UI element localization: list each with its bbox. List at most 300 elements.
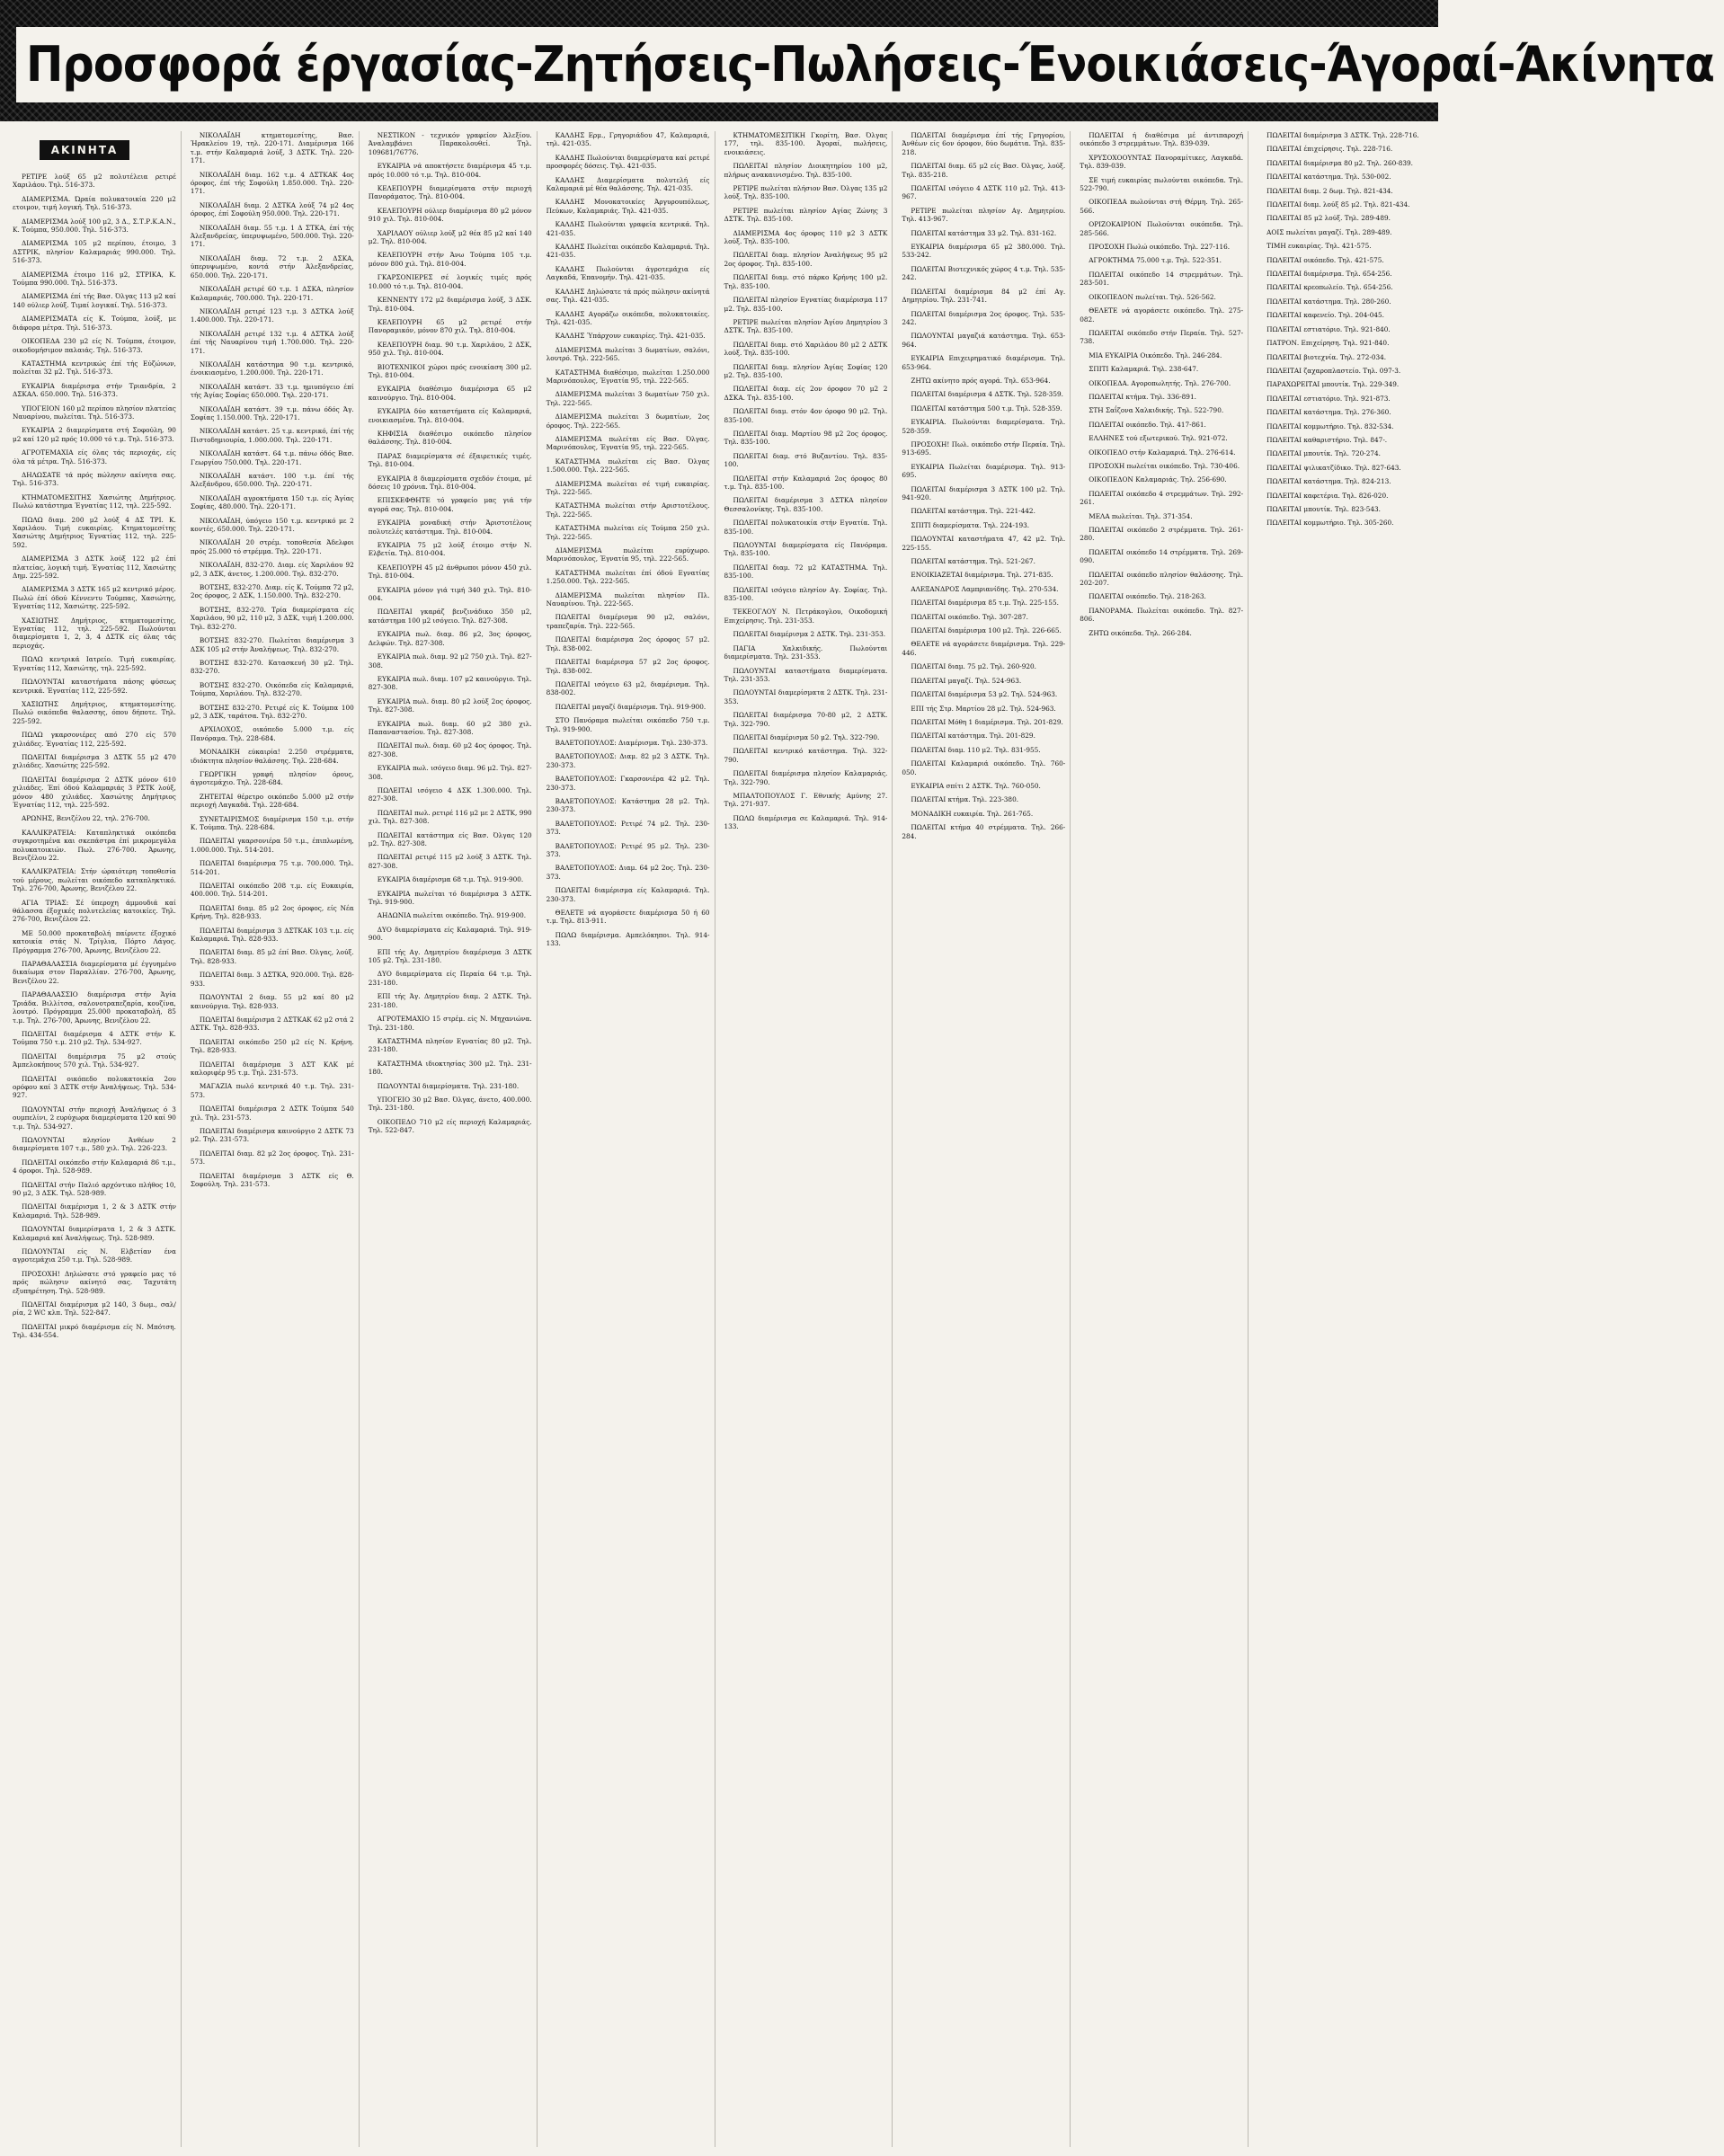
classified-ad: ΔΙΑΜΕΡΙΣΜΑ έτοιμο 116 μ2, ΣΤΡΙΚΑ, Κ. Τούμπα 990.000. Τηλ. 516-373. (13, 270, 176, 288)
classified-ad: ΑΓΡΟΚΤΗΜΑ 75.000 τ.μ. Τηλ. 522-351. (1089, 256, 1222, 265)
classified-ad: ΠΩΛΟΥΝΤΑΙ 2 διαμ. 55 μ2 καί 80 μ2 καινούργια. Τηλ. 828-933. (190, 993, 354, 1010)
classified-ad: ΒΑΛΕΤΟΠΟΥΛΟΣ: Διαμ. 64 μ2 2ος. Τηλ. 230-373. (546, 864, 710, 881)
classified-ad: ΠΩΛΕΙΤΑΙ διαμ. λούξ 85 μ2. Τηλ. 821-434. (1266, 200, 1410, 209)
classified-ad: ΠΩΛΕΙΤΑΙ διαμέρισμα 53 μ2. Τηλ. 524-963. (911, 690, 1058, 699)
classified-ad: ΠΩΛΕΙΤΑΙ στήν Παλιό αρχόντικο πλήθος 10, 90 μ2, 3 ΔΣΚ. Τηλ. 528-989. (13, 1180, 176, 1197)
classified-ad: ΚΑΛΔΗΣ Ερμ., Γρηγοριάδου 47, Καλαμαριά, τηλ. 421-035. (546, 131, 710, 148)
classified-ad: ΑΡΧΙΛΟΧΟΣ, οικόπεδο 5.000 τ.μ. είς Πανόραμα. Τηλ. 228-684. (190, 725, 354, 742)
classified-ad: ΜΙΑ ΕΥΚΑΙΡΙΑ Οικόπεδο. Τηλ. 246-284. (1089, 350, 1222, 359)
classified-ad: ΠΩΛΕΙΤΑΙ οικόπεδο 208 τ.μ. είς Ευκαιρία, 400.000. Τηλ. 514-201. (190, 882, 354, 899)
classified-ad: ΠΩΛΕΙΤΑΙ διαμέρισμα 3 ΔΣΤ ΚΛΚ μέ καλοριφέρ 95 τ.μ. Τηλ. 231-573. (190, 1060, 354, 1077)
classified-ad: ΜΠΑΛΤΟΠΟΥΛΟΣ Γ. Εθνικής Αμύνης 27. Τηλ. 271-937. (724, 791, 888, 809)
classified-ad: ΠΩΛΟΥΝΤΑΙ πλησίον Άνθέων 2 διαμερίσματα 107 τ.μ., 580 χιλ. Τηλ. 226-223. (13, 1135, 176, 1153)
classified-ad: ΠΩΛΕΙΤΑΙ μαγαζί διαμέρισμα. Τηλ. 919-900. (555, 702, 706, 711)
classified-ad: ΠΩΛΕΙΤΑΙ ισόγειο 4 ΔΣΚ 1.300.000. Τηλ. 827-308. (368, 785, 532, 803)
classified-ad: ΚΕΝΝΕΝΤΥ 172 μ2 διαμέρισμα λούξ, 3 ΔΣΚ. Τηλ. 810-004. (368, 296, 532, 313)
classified-ad: ΠΩΛΕΙΤΑΙ 85 μ2 λούξ. Τηλ. 289-489. (1266, 214, 1391, 223)
classified-ad: ΠΩΛΕΙΤΑΙ διαμέρισμα 100 μ2. Τηλ. 226-665. (911, 626, 1062, 635)
classified-ad: ΒΙΟΤΕΧΝΙΚΟΙ χώροι πρός ενοικίαση 300 μ2. Τηλ. 810-004. (368, 362, 532, 379)
classified-ad: ΠΩΛΕΙΤΑΙ πλησίον Διοικητηρίου 100 μ2, πλήρως ανακαινισμένο. Τηλ. 835-100. (724, 162, 888, 179)
classified-ad: ΑΛΕΞΑΝΔΡΟΣ Λαμπριανίδης. Τηλ. 270-534. (911, 584, 1059, 593)
classified-ad: ΠΩΛΕΙΤΑΙ πολυκατοικία στήν Εγνατία. Τηλ. 835-100. (724, 519, 888, 536)
classified-ad: ΒΑΛΕΤΟΠΟΥΛΟΣ: Διαμ. 82 μ2 3 ΔΣΤΚ. Τηλ. 230-373. (546, 752, 710, 769)
classified-ad: ΠΑΡΑΘΑΛΑΣΣΙΑ διαμερίσματα μέ έγγυημένο δικαίωμα στον Παραλλίαν. 276-700, Άρωνης, Βενιζέλου 22. (13, 960, 176, 985)
classified-ad: ΔΙΑΜΕΡΙΣΜΑ πωλείται 3 δωματίων, σαλόνι, λουτρό. Τηλ. 222-565. (546, 345, 710, 363)
classified-ad: ΒΟΤΣΗΣ 832-270. Οικόπεδα είς Καλαμαριά, Τούμπα, Χαριλάου. Τηλ. 832-270. (190, 680, 354, 698)
classified-ad: ΠΩΛΕΙΤΑΙ οικόπεδο 4 στρεμμάτων. Τηλ. 292-261. (1080, 489, 1244, 507)
classified-ad: ΒΑΛΕΤΟΠΟΥΛΟΣ: Κατάστημα 28 μ2. Τηλ. 230-373. (546, 796, 710, 814)
classified-ad: ΒΟΤΣΗΣ, 832-270. Τρία διαμερίσματα είς Χαριλάου, 90 μ2, 110 μ2, 3 ΔΣΚ, τιμή 1.200.000. Τηλ. 832-270. (190, 605, 354, 631)
classified-ad: ΖΗΤΕΙΤΑΙ θέρετρο οικόπεδο 5.000 μ2 στήν περιοχή Λαγκαδά. Τηλ. 228-684. (190, 792, 354, 810)
classified-columns (13, 131, 1426, 2147)
classified-ad: ΠΩΛΕΙΤΑΙ διαμέρισμα 3 ΔΣΤΚ. Τηλ. 228-716. (1266, 131, 1419, 139)
classified-ad: ΑΟΙΣ πωλείται μαγαζί. Τηλ. 289-489. (1266, 227, 1392, 236)
classified-ad: ΚΕΛΕΠΟΥΡΗ ούλιερ διαμέρισμα 80 μ2 μόνον 910 χιλ. Τηλ. 810-004. (368, 206, 532, 224)
classified-ad: ΠΩΛΕΙΤΑΙ οικόπεδο. Τηλ. 421-575. (1266, 255, 1384, 264)
classified-ad: ΚΕΛΕΠΟΥΡΗ 65 μ2 ρετιρέ στήν Πανοραμικόν, μόνον 870 χιλ. Τηλ. 810-004. (368, 317, 532, 335)
classified-ad: ΤΕΚΕΟΓΛΟΥ Ν. Πετράκογλου, Οικοδομική Επιχείρησις. Τηλ. 231-353. (724, 608, 888, 625)
classified-ad: ΠΡΟΣΟΧΗ Πωλώ οικόπεδο. Τηλ. 227-116. (1089, 243, 1231, 252)
classified-ad: ΚΑΛΔΗΣ Πωλούνται γραφεία κεντρικά. Τηλ. 421-035. (546, 220, 710, 237)
classified-ad: ΔΙΑΜΕΡΙΣΜΑΤΑ είς Κ. Τούμπα, λούξ, με διάφορα μέτρα. Τηλ. 516-373. (13, 315, 176, 332)
classified-ad: ΕΥΚΑΙΡΙΑ διαμέρισμα στήν Τριανδρία, 2 ΔΣΚΑΛ. 650.000. Τηλ. 516-373. (13, 381, 176, 399)
column-ads (547, 131, 710, 948)
classified-ad: ΠΩΛΕΙΤΑΙ κατάστημα. Τηλ. 276-360. (1266, 408, 1391, 417)
classified-ad: ΠΩΛΕΙΤΑΙ ισόγειο 63 μ2, διαμέρισμα. Τηλ. 838-002. (546, 679, 710, 697)
column-ads (191, 131, 354, 1188)
classified-ad: ΠΩΛΕΙΤΑΙ διαμέρισμα. Τηλ. 654-256. (1266, 270, 1392, 279)
classified-ad: ΚΤΗΜΑΤΟΜΕΣΙΤΙΚΗ Γκορίτη, Βασ. Όλγας 177, τηλ. 835-100. Άγοραί, πωλήσεις, ενοικιάσεις. (724, 131, 888, 156)
classified-ad: ΠΩΛΕΙΤΑΙ κατάστημα. Τηλ. 521-267. (911, 557, 1035, 566)
classified-ad: ΔΙΑΜΕΡΙΣΜΑ πωλείται είς Βασ. Όλγας. Μαρινόπουλος, Έγνατία 95, τηλ. 222-565. (546, 434, 710, 452)
classified-ad: ΠΩΛΕΙΤΑΙ ισόγειο πλησίον Αγ. Σοφίας. Τηλ. 835-100. (724, 585, 888, 603)
column-8 (1257, 131, 1426, 2147)
classified-ad: ΠΩΛΕΙΤΑΙ διαμέρισμα 2 ΔΣΤΚΑΚ 62 μ2 στά 2 ΔΣΤΚ. Τηλ. 828-933. (190, 1015, 354, 1033)
classified-ad: ΝΙΚΟΛΑΪΔΗ κατάστ. 25 τ.μ. κεντρικό, έπί τής Πιστοδημιουρία, 1.000.000. Τηλ. 220-171. (190, 427, 354, 444)
classified-ad: ΔΗΛΩΣΑΤΕ τά πρός πώλησιν ακίνητα σας. Τηλ. 516-373. (13, 470, 176, 488)
classified-ad: ΜΑΓΑΖΙΑ πωλό κεντρικά 40 τ.μ. Τηλ. 231-573. (190, 1082, 354, 1099)
classified-ad: ΚΕΛΕΠΟΥΡΗ διαμ. 90 τ.μ. Χαριλάου, 2 ΔΣΚ, 950 χιλ. Τηλ. 810-004. (368, 340, 532, 358)
classified-ad: ΜΟΝΑΔΙΚΗ εύκαιρία! 2.250 στρέμματα, ιδιόκτητα πλησίον θαλάσσης. Τηλ. 228-684. (190, 748, 354, 765)
classified-ad: ΠΩΛΕΙΤΑΙ διαμ. στό Βυζαντίου. Τηλ. 835-100. (724, 451, 888, 469)
classified-ad: ΠΩΛΕΙΤΑΙ οικόπεδο πολυκατοικία 2ου ορόφου καί 3 ΔΣΤΚ στήν Άναλήψεως. Τηλ. 534-927. (13, 1074, 176, 1100)
classified-ad: ΔΥΟ διαμερίσματα είς Περαία 64 τ.μ. Τηλ. 231-180. (368, 970, 532, 987)
column-7 (1080, 131, 1249, 2147)
classified-ad: ΝΙΚΟΛΑΪΔΗ κατάστ. 64 τ.μ. πάνω όδός Βασ. Γεωργίου 750.000. Τηλ. 220-171. (190, 449, 354, 466)
classified-ad: ΒΑΛΕΤΟΠΟΥΛΟΣ: Διαμέρισμα. Τηλ. 230-373. (555, 738, 708, 747)
classified-ad: ΠΩΛΕΙΤΑΙ διαμ. στόν 4ον όροφο 90 μ2. Τηλ. 835-100. (724, 407, 888, 424)
classified-ad: ΠΩΛΩ διαμέρισμα. Αμπελόκηποι. Τηλ. 914-133. (546, 930, 710, 948)
classified-ad: ΚΑΛΔΗΣ Μονοκατοικίες Άργυρουπόλεως, Πεύκων, Καλαμαριάς. Τηλ. 421-035. (546, 198, 710, 215)
classified-ad: ΠΩΛΕΙΤΑΙ διαμ. 72 μ2 ΚΑΤΑΣΤΗΜΑ. Τηλ. 835-100. (724, 563, 888, 581)
classified-ad: ΡΕΤΙΡΕ πωλείται πλησίον Αγίας Ζώνης 3 ΔΣΤΚ. Τηλ. 835-100. (724, 206, 888, 224)
classified-ad: ΠΩΛΕΙΤΑΙ διαμέρισμα 2 ΔΣΤΚ Τούμπα 540 χιλ. Τηλ. 231-573. (190, 1105, 354, 1122)
classified-ad: ΟΙΚΟΠΕΔΟ 710 μ2 είς περιοχή Καλαμαριάς. Τηλ. 522-847. (368, 1117, 532, 1135)
column-5 (724, 131, 893, 2147)
classified-ad: ΠΩΛΕΙΤΑΙ διαμ. πλησίον Άγίας Σοφίας 120 μ2. Τηλ. 835-100. (724, 362, 888, 379)
classified-ad: ΜΟΝΑΔΙΚΗ ευκαιρία. Τηλ. 261-765. (911, 809, 1034, 818)
classified-ad: ΑΓΙΑ ΤΡΙΑΣ: Σέ ύπεροχη άμμουδιά καί θάλασσα έξοχικές πολυτελείας κατοικίες. Τηλ. 276-700, Βενιζέλου 22. (13, 898, 176, 924)
classified-ad: ΠΩΛΕΙΤΑΙ διαμέρισμα 85 τ.μ. Τηλ. 225-155. (911, 599, 1059, 608)
classified-ad: ΝΙΚΟΛΑΪΔΗ διαμ. 2 ΔΣΤΚΑ λούξ 74 μ2 4ος όροφος, έπί Σοφούλη 950.000. Τηλ. 220-171. (190, 200, 354, 218)
classified-ad: ΔΙΑΜΕΡΙΣΜΑ 4ος όροφος 110 μ2 3 ΔΣΤΚ λούξ. Τηλ. 835-100. (724, 228, 888, 246)
classified-ad: ΠΩΛΟΥΝΤΑΙ καταστήματα διαμερίσματα. Τηλ. 231-353. (724, 666, 888, 683)
classified-ad: ΡΕΤΙΡΕ πωλείται πλησίον Άγίου Δημητρίου 3 ΔΣΤΚ. Τηλ. 835-100. (724, 317, 888, 335)
classified-ad: ΠΩΛΕΙΤΑΙ εστιατόριο. Τηλ. 921-840. (1266, 324, 1391, 333)
classified-ad: ΚΤΗΜΑΤΟΜΕΣΙΤΗΣ Χασιώτης Δημήτριος. Πωλώ κατάστημα Έγνατίας 112, τηλ. 225-592. (13, 492, 176, 510)
classified-ad: ΠΩΛΩ διαμ. 200 μ2 λούξ 4 ΔΣ ΤΡΙ. Κ. Χαριλάου. Τιμή ευκαιρίας. Κτηματομεσίτης Χασιώτης Δημήτριος Έγνατίας 112, τηλ. 225-592. (13, 515, 176, 549)
column-ads (369, 131, 532, 1135)
classified-ad: ΠΩΛΕΙΤΑΙ διαμ. 2 δωμ. Τηλ. 821-434. (1266, 186, 1393, 195)
classified-ad: ΕΥΚΑΙΡΙΑ πωλ. διαμ. 86 μ2, 3ος όροφος, Δελφών. Τηλ. 827-308. (368, 630, 532, 647)
classified-ad: ΚΑΛΔΗΣ Ύπάρχουν ευκαιρίες. Τηλ. 421-035. (555, 332, 706, 341)
classified-ad: ΠΩΛΕΙΤΑΙ κτήμα. Τηλ. 223-380. (911, 795, 1019, 804)
classified-ad: ΚΕΛΕΠΟΥΡΗ στήν Άνω Τούμπα 105 τ.μ. μόνον 800 χιλ. Τηλ. 810-004. (368, 251, 532, 268)
classified-ad: ΕΥΚΑΙΡΙΑ Πωλείται διαμέρισμα. Τηλ. 913-695. (902, 462, 1066, 480)
classified-ad: ΠΩΛΕΙΤΑΙ μπουτίκ. Τηλ. 823-543. (1266, 504, 1381, 513)
classified-ad: ΚΑΛΛΙΚΡΑΤΕΙΑ: Στήν ώραιότερη τοποθεσία τού μέρους, πωλείται οικόπεδο καταπληκτικό. Τηλ. 276-700, Άρωνης, Βενιζέλου 22. (13, 867, 176, 893)
classified-ad: ΠΩΛΕΙΤΑΙ κομμωτήριο. Τηλ. 305-260. (1266, 519, 1394, 528)
classified-ad: ΠΩΛΕΙΤΑΙ κατάστημα. Τηλ. 280-260. (1266, 297, 1391, 306)
classified-ad: ΔΙΑΜΕΡΙΣΜΑ πωλείται 3 δωματίων 750 χιλ. Τηλ. 222-565. (546, 390, 710, 407)
classified-ad: ΠΩΛΕΙΤΑΙ διαμέρισμα 1, 2 & 3 ΔΣΤΚ στήν Καλαμαριά. Τηλ. 528-989. (13, 1202, 176, 1220)
classified-ad: ΠΩΛΕΙΤΑΙ ή διαθέσιμα μέ άντιπαροχή οικόπεδο 3 στρεμμάτων. Τηλ. 839-039. (1080, 131, 1244, 148)
column-1 (13, 131, 182, 2147)
classified-ad: ΠΩΛΕΙΤΑΙ διαμ. στό πάρκο Κρήνης 100 μ2. Τηλ. 835-100. (724, 273, 888, 290)
classified-ad: ΠΩΛΕΙΤΑΙ διαμέρισμα 70-80 μ2, 2 ΔΣΤΚ. Τηλ. 322-790. (724, 711, 888, 728)
classified-ad: ΠΩΛΕΙΤΑΙ ισόγειο 4 ΔΣΤΚ 110 μ2. Τηλ. 413-967. (902, 184, 1066, 201)
classified-ad: ΕΥΚΑΙΡΙΑ δύο καταστήματα είς Καλαμαριά, ενοικιασμένα. Τηλ. 810-004. (368, 407, 532, 424)
classified-ad: ΠΩΛΕΙΤΑΙ ζαχαροπλαστείο. Τηλ. 097-3. (1266, 366, 1401, 375)
classified-ad: ΠΩΛΕΙΤΑΙ διαμ. 75 μ2. Τηλ. 260-920. (911, 662, 1036, 671)
classified-ad: ΠΩΛΕΙΤΑΙ μαγαζί. Τηλ. 524-963. (911, 676, 1022, 685)
classified-ad: ΖΗΤΩ ακίνητο πρός αγορά. Τηλ. 653-964. (911, 376, 1051, 385)
classified-ad: ΠΩΛΟΥΝΤΑΙ καταστήματα 47, 42 μ2. Τηλ. 225-155. (902, 535, 1066, 552)
classified-ad: ΠΩΛΕΙΤΑΙ κατάστημα. Τηλ. 221-442. (911, 507, 1035, 516)
classified-ad: ΕΠΙ τής Άγ. Δημητρίου διαμ. 2 ΔΣΤΚ. Τηλ. 231-180. (368, 992, 532, 1009)
classified-ad: ΔΙΑΜΕΡΙΣΜΑ έπί τής Βασ. Όλγας 113 μ2 καί 140 ούλιερ λούξ. Τιμαί λογικαί. Τηλ. 516-373. (13, 292, 176, 309)
classified-ad: ΝΙΚΟΛΑΪΔΗ διαμ. 55 τ.μ. 1 Δ ΣΤΚΑ, έπί τής Άλεξανδρείας, ύπερυψωμένο, 500.000. Τηλ. 220-171. (190, 223, 354, 249)
classified-ad: ΠΩΛΕΙΤΑΙ οικόπεδο 250 μ2 είς Ν. Κρήνη. Τηλ. 828-933. (190, 1037, 354, 1055)
classified-ad: ΠΩΛΕΙΤΑΙ πλησίον Εγνατίας διαμέρισμα 117 μ2. Τηλ. 835-100. (724, 296, 888, 313)
classified-ad: ΠΩΛΕΙΤΑΙ κρεοπωλείο. Τηλ. 654-256. (1266, 283, 1393, 292)
classified-ad: ΝΙΚΟΛΑΪΔΗ κατάστημα 90 τ.μ. κεντρικό, ένοικιασμένο, 1.200.000. Τηλ. 220-171. (190, 359, 354, 377)
masthead-banner (0, 0, 1715, 121)
classified-ad: ΠΩΛΟΥΝΤΑΙ διαμερίσματα 1, 2 & 3 ΔΣΤΚ. Καλαμαριά καί Άναλήψεως. Τηλ. 528-989. (13, 1225, 176, 1242)
classified-ad: ΠΩΛΕΙΤΑΙ διαμ. 85 μ2 έπί Βασ. Όλγας, λούξ. Τηλ. 828-933. (190, 948, 354, 965)
classified-ad: ΠΩΛΕΙΤΑΙ διαμέρισμα 2 ΔΣΤΚ. Τηλ. 231-353. (733, 630, 886, 639)
column-ads (902, 131, 1065, 840)
classified-ad: ΕΥΚΑΙΡΙΑ μοναδική στήν Άριστοτέλους πολυτελές κατάστημα. Τηλ. 810-004. (368, 519, 532, 536)
classified-ad: ΚΑΤΑΣΤΗΜΑ πωλείται είς Βασ. Όλγας 1.500.000. Τηλ. 222-565. (546, 457, 710, 475)
classified-ad: ΝΙΚΟΛΑΪΔΗ ρετιρέ 132 τ.μ. 4 ΔΣΤΚΑ λούξ έπί τής Ναυαρίνου τιμή 1.700.000. Τηλ. 220-171. (190, 329, 354, 355)
classified-ad: ΠΑΓΙΑ Χαλκιδικής. Πωλούνται διαμερίσματα. Τηλ. 231-353. (724, 643, 888, 661)
classified-ad: ΕΥΚΑΙΡΙΑ πωλ. ισόγειο διαμ. 96 μ2. Τηλ. 827-308. (368, 764, 532, 781)
classified-ad: ΠΩΛΕΙΤΑΙ Βιοτεχνικός χώρος 4 τ.μ. Τηλ. 535-242. (902, 264, 1066, 282)
classified-ad: ΠΩΛΕΙΤΑΙ διαμ. πλησίον Άναλήψεως 95 μ2 2ος όροφος. Τηλ. 835-100. (724, 251, 888, 268)
classified-ad: ΠΩΛΕΙΤΑΙ οικόπεδο 2 στρέμματα. Τηλ. 261-280. (1080, 526, 1244, 543)
classified-ad: ΠΩΛΕΙΤΑΙ οικόπεδο 14 στρέμματα. Τηλ. 269-090. (1080, 547, 1244, 565)
classified-ad: ΜΕ 50.000 προκαταβολή παίρνετε έξοχικό κατοικία στάς Ν. Τρίγλια, Πόρτο Λάγος. Πρόγραμμα 276-700, Άρωνης, Βενιζέλου 22. (13, 928, 176, 954)
classified-ad: ΡΕΤΙΡΕ λούξ 65 μ2 πολυτέλεια ρετιρέ Χαριλάου. Τηλ. 516-373. (13, 173, 176, 190)
classified-ad: ΠΩΛΟΥΝΤΑΙ διαμερίσματα. Τηλ. 231-180. (377, 1081, 520, 1090)
classified-ad: ΕΥΚΑΙΡΙΑ. Πωλούνται διαμερίσματα. Τηλ. 528-359. (902, 418, 1066, 435)
classified-ad: ΕΥΚΑΙΡΙΑ 75 μ2 λούξ έτοιμο στήν Ν. Ελβετία. Τηλ. 810-004. (368, 541, 532, 558)
classified-ad: ΠΩΛΕΙΤΑΙ διαμ. στό Χαριλάου 80 μ2 2 ΔΣΤΚ λούξ. Τηλ. 835-100. (724, 340, 888, 358)
classified-ad: ΠΩΛΕΙΤΑΙ διαμέρισμα 75 μ2 στούς Άμπελοκήπους 570 χιλ. Τηλ. 534-927. (13, 1051, 176, 1069)
column-3 (369, 131, 538, 2147)
classified-ad: ΔΙΑΜΕΡΙΣΜΑ πωλείται 3 δωματίων, 2ος όροφος. Τηλ. 222-565. (546, 413, 710, 430)
classified-ad: ΕΥΚΑΙΡΙΑ νά αποκτήσετε διαμέρισμα 45 τ.μ. πρός 10.000 τό τ.μ. Τηλ. 810-004. (368, 162, 532, 179)
classified-ad: ΠΩΛΕΙΤΑΙ διαμέρισμα 80 μ2. Τηλ. 260-839. (1266, 158, 1413, 167)
classified-ad: ΝΙΚΟΛΑΪΔΗ κατάστ. 33 τ.μ. ημιυπόγειο έπί τής Άγίας Σοφίας 650.000. Τηλ. 220-171. (190, 382, 354, 400)
classified-ad: ΠΑΤΡΟΝ. Επιχείρηση. Τηλ. 921-840. (1266, 339, 1390, 348)
classified-ad: ΝΙΚΟΛΑΪΔΗ 20 στρέμ. τοποθεσία Άδελφοι πρός 25.000 τό στρέμμα. Τηλ. 220-171. (190, 538, 354, 555)
classified-ad: ΠΩΛΟΥΝΤΑΙ καταστήματα πάσης φύσεως κεντρικά. Έγνατίας 112, 225-592. (13, 678, 176, 695)
classified-ad: ΠΩΛΕΙΤΑΙ διαμέρισμα 84 μ2 έπί Αγ. Δημητρίου. Τηλ. 231-741. (902, 287, 1066, 305)
classified-ad: ΠΩΛΕΙΤΑΙ οικόπεδο. Τηλ. 417-861. (1089, 420, 1206, 429)
classified-ad: ΝΙΚΟΛΑΪΔΗ, 832-270. Διαμ. είς Χαριλάου 92 μ2, 3 ΔΣΚ, άνετος, 1.200.000. Τηλ. 832-270. (190, 561, 354, 578)
classified-ad: ΘΕΛΕΤΕ νά αγοράσετε διαμέρισμα. Τηλ. 229-446. (902, 640, 1066, 657)
classified-ad: ΠΩΛΕΙΤΑΙ ψιλικατζίδικο. Τηλ. 827-643. (1266, 463, 1401, 472)
classified-ad: ΔΙΑΜΕΡΙΣΜΑ λούξ 100 μ2, 3 Δ., Σ.Τ.Ρ.Κ.Α.Ν., Κ. Τούμπα, 950.000. Τηλ. 516-373. (13, 217, 176, 235)
classified-ad: ΑΡΩΝΗΣ, Βενιζέλου 22, τηλ. 276-700. (22, 814, 150, 823)
classified-ad: ΟΙΚΟΠΕΔΟ στήν Καλαμαριά. Τηλ. 276-614. (1089, 448, 1236, 457)
classified-ad: ΠΩΛΕΙΤΑΙ διαμέρισμα 3 ΔΣΤΚ είς Θ. Σοφούλη. Τηλ. 231-573. (190, 1171, 354, 1188)
classified-ad: ΠΩΛΕΙΤΑΙ διαμ. 3 ΔΣΤΚΑ, 920.000. Τηλ. 828-933. (190, 971, 354, 988)
classified-ad: ΠΩΛΕΙΤΑΙ διαμέρισμα καινούργιο 2 ΔΣΤΚ 73 μ2. Τηλ. 231-573. (190, 1126, 354, 1144)
classified-ad: ΠΩΛΕΙΤΑΙ καθαριστήριο. Τηλ. 847-. (1266, 435, 1388, 444)
classified-ad: ΝΙΚΟΛΑΪΔΗ διαμ. 162 τ.μ. 4 ΔΣΤΚΑΚ 4ος όροφος, έπί τής Σοφούλη 1.850.000. Τηλ. 220-171. (190, 170, 354, 196)
classified-ad: ΠΩΛΕΙΤΑΙ διαμέρισμα πλησίον Καλαμαριάς. Τηλ. 322-790. (724, 769, 888, 786)
classified-ad: ΠΩΛΕΙΤΑΙ διαμέρισμα 3 ΔΣΤΚ 100 μ2. Τηλ. 941-920. (902, 484, 1066, 501)
classified-ad: ΤΙΜΗ ευκαιρίας. Τηλ. 421-575. (1266, 242, 1372, 251)
classified-ad: ΕΛΛΗΝΕΣ τού εξωτερικού. Τηλ. 921-072. (1089, 434, 1228, 443)
classified-ad: ΚΑΤΑΣΤΗΜΑ πωλείται έπί όδού Εγνατίας 1.250.000. Τηλ. 222-565. (546, 568, 710, 586)
classified-ad: ΚΑΤΑΣΤΗΜΑ πλησίον Εγνατίας 80 μ2. Τηλ. 231-180. (368, 1036, 532, 1054)
classified-ad: ΒΑΛΕΤΟΠΟΥΛΟΣ: Ρετιρέ 95 μ2. Τηλ. 230-373. (546, 841, 710, 858)
classified-ad: ΠΩΛΕΙΤΑΙ Καλαμαριά οικόπεδο. Τηλ. 760-050. (902, 759, 1066, 776)
classified-ad: ΠΩΛΕΙΤΑΙ διαμέρισμα 2ος όροφος 57 μ2. Τηλ. 838-002. (546, 635, 710, 652)
classified-ad: ΠΩΛΕΙΤΑΙ στήν Καλαμαριά 2ος όροφος 80 τ.μ. Τηλ. 835-100. (724, 474, 888, 491)
classified-ad: ΧΡΥΣΟΧΟΟΥΝΤΑΣ Πανοραμίτικες, Λαγκαδά. Τηλ. 839-039. (1080, 153, 1244, 171)
classified-ad: ΕΥΚΑΙΡΙΑ πωλ. διαμ. 80 μ2 λούξ 2ος όροφος. Τηλ. 827-308. (368, 696, 532, 714)
classified-ad: ΒΟΤΣΗΣ 832-270. Κατασκευή 30 μ2. Τηλ. 832-270. (190, 658, 354, 676)
classified-ad: ΝΙΚΟΛΑΪΔΗ κτηματομεσίτης, Βασ. Ήρακλείου 19, τηλ. 220-171. Διαμέρισμα 166 τ.μ. στήν Καλαμαριά λούξ, 3 ΔΣΤΚ. Τηλ. 220-171. (190, 131, 354, 165)
classified-ad: ΝΙΚΟΛΑΪΔΗ κατάστ. 100 τ.μ. έπί τής Άλεξάνδρου, 650.000. Τηλ. 220-171. (190, 472, 354, 489)
classified-ad: ΠΡΟΣΟΧΗ! Δηλώσατε στό γραφείο μας τό πρός πώλησιν ακίνητό σας. Ταχυτάτη εξυπηρέτηση. Τηλ. 528-989. (13, 1269, 176, 1295)
classified-ad: ΠΩΛΕΙΤΑΙ διαμ. 110 μ2. Τηλ. 831-955. (911, 745, 1041, 754)
classified-ad: ΚΑΤΑΣΤΗΜΑ κεντρικώς έπί τής Εύζώνων, πολείται 32 μ2. Τηλ. 516-373. (13, 359, 176, 377)
classified-ad: ΔΙΑΜΕΡΙΣΜΑ πωλείται πλησίον Πλ. Ναυαρίνου. Τηλ. 222-565. (546, 590, 710, 608)
classified-ad: ΠΩΛΕΙΤΑΙ κατάστημα 500 τ.μ. Τηλ. 528-359. (911, 404, 1062, 413)
classified-ad: ΠΩΛΕΙΤΑΙ οικόπεδο 14 στρεμμάτων. Τηλ. 283-501. (1080, 270, 1244, 288)
classified-ad: ΝΙΚΟΛΑΪΔΗ, ύπόγειο 150 τ.μ. κεντρικό με 2 κοντές, 650.000. Τηλ. 220-171. (190, 516, 354, 534)
classified-ad: ΠΩΛΕΙΤΑΙ διαμέρισμα 4 ΔΣΤΚ στήν Κ. Τούμπα 750 τ.μ. 210 μ2. Τηλ. 534-927. (13, 1029, 176, 1047)
classified-ad: ΒΑΛΕΤΟΠΟΥΛΟΣ: Γκαρσονιέρα 42 μ2. Τηλ. 230-373. (546, 775, 710, 792)
classified-ad: ΔΙΑΜΕΡΙΣΜΑ πωλείται σέ τιμή ευκαιρίας. Τηλ. 222-565. (546, 479, 710, 496)
classified-ad: ΣΕ τιμή ευκαιρίας πωλούνται οικόπεδα. Τηλ. 522-790. (1080, 175, 1244, 193)
classified-ad: ΕΥΚΑΙΡΙΑ Επιχειρηματικό διαμέρισμα. Τηλ. 653-964. (902, 354, 1066, 371)
classified-ad: ΠΩΛΩ γκαρσονιέρες από 270 είς 570 χιλιάδες. Έγνατίας 112, 225-592. (13, 731, 176, 748)
classified-ad: ΚΑΤΑΣΤΗΜΑ διαθέσιμο, πωλείται 1.250.000 Μαρινόπουλος, Έγνατία 95, τηλ. 222-565. (546, 368, 710, 385)
classified-ad: ΠΩΛΕΙΤΑΙ μικρό διαμέρισμα είς Ν. Μπότση. Τηλ. 434-554. (13, 1322, 176, 1340)
classified-ad: ΠΩΛΕΙΤΑΙ μπουτίκ. Τηλ. 720-274. (1266, 449, 1381, 458)
classified-ad: ΠΩΛΕΙΤΑΙ οικόπεδο στήν Καλαμαριά 86 τ.μ., 4 όροφοι. Τηλ. 528-989. (13, 1158, 176, 1176)
classified-ad: ΠΩΛΟΥΝΤΑΙ στήν περιοχή Άναλήψεως ό 3 ουμπελίνι, 2 ευρύχωρα διαμερίσματα 120 καί 90 τ.μ. Τηλ. 534-927. (13, 1105, 176, 1131)
classified-ad: ΥΠΟΓΕΙΟ 30 μ2 Βασ. Όλγας, άνετο, 400.000. Τηλ. 231-180. (368, 1095, 532, 1113)
classified-ad: ΓΕΩΡΓΙΚΗ γραφή πλησίον όρους, άγροτεμάχιο. Τηλ. 228-684. (190, 769, 354, 787)
classified-ad: ΒΑΛΕΤΟΠΟΥΛΟΣ: Ρετιρέ 74 μ2. Τηλ. 230-373. (546, 819, 710, 837)
classified-ad: ΠΩΛΕΙΤΑΙ κατάστημα είς Βασ. Όλγας 120 μ2. Τηλ. 827-308. (368, 830, 532, 847)
classified-ad: ΚΕΛΕΠΟΥΡΗ 45 μ2 άνθρωποι μόνον 450 χιλ. Τηλ. 810-004. (368, 563, 532, 581)
classified-ad: ΑΗΔΩΝΙΑ πωλείται οικόπεδο. Τηλ. 919-900. (377, 911, 527, 920)
classified-ad: ΠΩΛΕΙΤΑΙ καφετέρια. Τηλ. 826-020. (1266, 491, 1389, 500)
classified-ad: ΠΩΛΩ κεντρικά Ιατρείο. Τιμή ευκαιρίας. Έγνατίας 112, Χασιώτης, τηλ. 225-592. (13, 655, 176, 672)
classified-ad: ΚΑΤΑΣΤΗΜΑ ιδιοκτησίας 300 μ2. Τηλ. 231-180. (368, 1059, 532, 1077)
classified-ad: ΔΥΟ διαμερίσματα είς Καλαμαριά. Τηλ. 919-900. (368, 925, 532, 943)
classified-ad: ΠΩΛΕΙΤΑΙ διαμέρισμα 57 μ2 2ος όροφος. Τηλ. 838-002. (546, 658, 710, 675)
classified-ad: ΕΥΚΑΙΡΙΑ 8 διαμερίσματα σχεδόν έτοιμα, μέ δόσεις 10 χρόνια. Τηλ. 810-004. (368, 474, 532, 491)
classified-ad: ΟΙΚΟΠΕΔΟΝ πωλείται. Τηλ. 526-562. (1089, 292, 1216, 301)
classified-ad: ΝΙΚΟΛΑΪΔΗ διαμ. 72 τ.μ. 2 ΔΣΚΑ, ύπερυψωμένο, κοντά στήν Άλεξανδρείας, 650.000. Τηλ. 220-171. (190, 253, 354, 279)
classified-ad: ΑΓΡΟΤΕΜΑΧΙΑ είς όλας τάς περιοχάς, είς όλα τά μέτρα. Τηλ. 516-373. (13, 448, 176, 466)
classified-ad: ΕΥΚΑΙΡΙΑ πωλ. διαμ. 60 μ2 380 χιλ. Παπαναστασίου. Τηλ. 827-308. (368, 719, 532, 736)
classified-ad: ΕΝΟΙΚΙΑΖΕΤΑΙ διαμέρισμα. Τηλ. 271-835. (911, 571, 1053, 580)
classified-ad: ΠΑΡΑΣ διαμερίσματα σέ έξαιρετικές τιμές. Τηλ. 810-004. (368, 451, 532, 469)
classified-ad: ΕΥΚΑΙΡΙΑ διαθέσιμο διαμέρισμα 65 μ2 καινούργιο. Τηλ. 810-004. (368, 385, 532, 402)
column-4 (547, 131, 715, 2147)
classified-ad: ΠΩΛΕΙΤΑΙ κομμωτήριο. Τηλ. 832-534. (1266, 421, 1394, 430)
classified-ad: ΠΩΛΟΥΝΤΑΙ διαμερίσματα είς Πανόραμα. Τηλ. 835-100. (724, 541, 888, 558)
classified-ad: ΟΡΙΖΟΚΑΙΡΙΟΝ Πωλούνται οικόπεδα. Τηλ. 285-566. (1080, 220, 1244, 237)
classified-ad: ΟΙΚΟΠΕΔΑ 230 μ2 είς Ν. Τούμπα, έτοιμον, οικοδομήσιμον παλαιάς. Τηλ. 516-373. (13, 337, 176, 354)
classified-ad: ΠΩΛΕΙΤΑΙ διαμέρισμα είς Καλαμαριά. Τηλ. 230-373. (546, 886, 710, 903)
classified-ad: ΠΩΛΕΙΤΑΙ εστιατόριο. Τηλ. 921-873. (1266, 394, 1391, 403)
classified-ad: ΕΥΚΑΙΡΙΑ πωλ. διαμ. 107 μ2 καινούργιο. Τηλ. 827-308. (368, 674, 532, 692)
classified-ad: ΝΙΚΟΛΑΪΔΗ ρετιρέ 123 τ.μ. 3 ΔΣΤΚΑ λούξ 1.400.000. Τηλ. 220-171. (190, 306, 354, 324)
classified-ad: ΚΑΛΔΗΣ Αγοράζω οικόπεδα, πολυκατοικίες. Τηλ. 421-035. (546, 309, 710, 326)
column-ads (13, 173, 176, 1340)
classified-ad: ΠΩΛΕΙΤΑΙ έπιχείρησις. Τηλ. 228-716. (1266, 145, 1393, 154)
classified-ad: ΝΙΚΟΛΑΪΔΗ κατάστ. 39 τ.μ. πάνω όδός Άγ. Σοφίας 1.150.000. Τηλ. 220-171. (190, 404, 354, 421)
classified-ad: ΠΩΛΕΙΤΑΙ πωλ. διαμ. 60 μ2 4ος όροφος. Τηλ. 827-308. (368, 741, 532, 759)
classified-ad: ΓΚΑΡΣΟΝΙΕΡΕΣ σέ λογικές τιμές πρός 10.000 τό τ.μ. Τηλ. 810-004. (368, 273, 532, 290)
classified-ad: ΠΑΝΟΡΑΜΑ. Πωλείται οικόπεδο. Τηλ. 827-806. (1080, 606, 1244, 624)
classified-ad: ΚΑΛΛΙΚΡΑΤΕΙΑ: Καταπληκτικά οικόπεδα συγκροτημένα και σκεπάστρα έπί μικρομεγάλα πολυκατοικιών. Πωλ. 276-700. Άρωνης, Βενιζέλου 22. (13, 828, 176, 862)
classified-ad: ΠΩΛΕΙΤΑΙ διαμέρισμα 3 ΔΣΤΚΑΚ 103 τ.μ. είς Καλαμαριά. Τηλ. 828-933. (190, 926, 354, 944)
classified-ad: ΠΩΛΕΙΤΑΙ διαμ. 82 μ2 2ος όροφος. Τηλ. 231-573. (190, 1149, 354, 1167)
classified-ad: ΔΙΑΜΕΡΙΣΜΑ πωλείται ευρύχωρο. Μαρινόπουλος, Έγνατία 95, τηλ. 222-565. (546, 546, 710, 563)
classified-ad: ΠΑΡΑΘΑΛΑΣΣΙΟ διαμέρισμα στήν Άγία Τριάδα. Βιλλίτσα, σαλονοτραπεζαρία, κουζίνα, λουτρό. Πρόγραμμα 25.000 προκαταβολή, 85 τ.μ. Τηλ. 276-700, Άρωνης, Βενιζέλου 22. (13, 990, 176, 1025)
classified-ad: ΠΩΛΕΙΤΑΙ κεντρικό κατάστημα. Τηλ. 322-790. (724, 747, 888, 764)
classified-ad: ΠΩΛΕΙΤΑΙ οικόπεδο πλησίον θαλάσσης. Τηλ. 202-207. (1080, 570, 1244, 588)
classified-ad: ΠΩΛΕΙΤΑΙ διαμέρισμα 3 ΔΣΤΚ 55 μ2 470 χιλιάδες. Χασιώτης 225-592. (13, 752, 176, 770)
classified-ad: ΒΟΤΣΗΣ 832-270. Ρετιρέ είς Κ. Τούμπα 100 μ2, 3 ΔΣΚ, ταράτσα. Τηλ. 832-270. (190, 703, 354, 720)
column-6 (902, 131, 1071, 2147)
classified-ad: ΠΩΛΕΙΤΑΙ γκαρσονιέρα 50 τ.μ., έπιπλωμένη, 1.000.000. Τηλ. 514-201. (190, 837, 354, 854)
classified-ad: ΧΑΣΙΩΤΗΣ Δημήτριος, κτηματομεσίτης, Έγνατίας 112, τηλ. 225-592. Πωλούνται διαμερίσματα 1, 2, 3, 4 ΔΣΤΚ είς όλας τάς περιοχάς. (13, 616, 176, 650)
classified-ad: ΔΙΑΜΕΡΙΣΜΑ 3 ΔΣΤΚ 165 μ2 κεντρικό μέρος. Πωλώ έπί όδού Κέννεντυ Τούμπας, Χασιώτης, Έγνατίας 112, Χασιώτης. 225-592. (13, 585, 176, 611)
classified-ad: ΠΩΛΕΙΤΑΙ κτήμα 40 στρέμματα. Τηλ. 266-284. (902, 823, 1066, 840)
classified-ad: ΕΥΚΑΙΡΙΑ διαμέρισμα 68 τ.μ. Τηλ. 919-900. (377, 875, 524, 884)
classified-ad: ΖΗΤΩ οικόπεδα. Τηλ. 266-284. (1089, 628, 1192, 637)
classified-ad: ΔΙΑΜΕΡΙΣΜΑ 3 ΔΣΤΚ λούξ 122 μ2 έπί πλατείας, λογική τιμή. Έγνατίας 112, Χασιώτης Δημ. 225-592. (13, 555, 176, 581)
classified-ad: ΠΩΛΕΙΤΑΙ διαμέρισμα 50 μ2. Τηλ. 322-790. (733, 732, 880, 741)
classified-ad: ΠΩΛΕΙΤΑΙ διαμέρισμα 4 ΔΣΤΚ. Τηλ. 528-359. (911, 390, 1063, 399)
classified-ad: ΕΠΙ τής Αγ. Δημητρίου διαμέρισμα 3 ΔΣΤΚ 105 μ2. Τηλ. 231-180. (368, 947, 532, 965)
page-title: Προσφορά έργασίας-Ζητήσεις-Πωλήσεις-Ένοικιάσεις-Άγοραί-Άκίνητα (16, 27, 1724, 102)
classified-ad: ΠΩΛΕΙΤΑΙ διαμέρισμα 90 μ2, σαλόνι, τραπεζαρία. Τηλ. 222-565. (546, 613, 710, 630)
classified-ad: ΟΙΚΟΠΕΔΟΝ Καλαμαριάς. Τηλ. 256-690. (1089, 475, 1227, 484)
classified-ad: ΚΗΦΙΣΙΑ διαθέσιμο οικόπεδο πλησίον θαλάσσης. Τηλ. 810-004. (368, 429, 532, 447)
classified-ad: ΕΥΚΑΙΡΙΑ πωλείται τό διαμέρισμα 3 ΔΣΤΚ. Τηλ. 919-900. (368, 889, 532, 907)
classified-ad: ΠΩΛΕΙΤΑΙ γκαράζ βενζινάδικο 350 μ2, κατάστημα 100 μ2 ισόγειο. Τηλ. 827-308. (368, 608, 532, 625)
classified-ad: ΝΕΣΤΙΚΟΝ - τεχνικόν γραφείον Άλεξίου. Άναλαμβάνει Παρακολουθεί. Τηλ. 109681/76776. (368, 131, 532, 156)
classified-ad: ΑΓΡΟΤΕΜΑΧΙΟ 15 στρέμ. είς Ν. Μηχανιώνα. Τηλ. 231-180. (368, 1015, 532, 1032)
column-ads (1257, 131, 1421, 528)
classified-ad: ΠΩΛΕΙΤΑΙ διαμ. είς 2ον όροφον 70 μ2 2 ΔΣΚΑ. Τηλ. 835-100. (724, 385, 888, 402)
classified-ad: ΠΩΛΕΙΤΑΙ διαμ. 65 μ2 είς Βασ. Όλγας, λούξ. Τηλ. 835-218. (902, 162, 1066, 179)
classified-ad: ΠΩΛΕΙΤΑΙ καφενείο. Τηλ. 204-045. (1266, 311, 1384, 320)
classified-ad: ΠΑΡΑΧΩΡΕΙΤΑΙ μπουτίκ. Τηλ. 229-349. (1266, 380, 1400, 389)
classified-ad: ΕΥΚΑΙΡΙΑ πωλ. διαμ. 92 μ2 750 χιλ. Τηλ. 827-308. (368, 652, 532, 670)
classified-ad: ΝΙΚΟΛΑΪΔΗ ρετιρέ 60 τ.μ. 1 ΔΣΚΑ, πλησίον Καλαμαριάς, 700.000. Τηλ. 220-171. (190, 285, 354, 302)
classified-ad: ΠΩΛΟΥΝΤΑΙ διαμερίσματα 2 ΔΣΤΚ. Τηλ. 231-353. (724, 688, 888, 705)
classified-ad: ΣΠΙΤΙ Καλαμαριά. Τηλ. 238-647. (1089, 365, 1199, 374)
classified-ad: ΠΩΛΕΙΤΑΙ κατάστημα. Τηλ. 824-213. (1266, 477, 1391, 486)
classified-ad: ΘΕΛΕΤΕ νά αγοράσετε οικόπεδο. Τηλ. 275-082. (1080, 306, 1244, 324)
classified-ad: ΡΕΤΙΡΕ πωλείται πλήσιον Βασ. Όλγας 135 μ2 λούξ. Τηλ. 835-100. (724, 184, 888, 201)
column-ads (724, 131, 888, 831)
classified-ad: ΟΙΚΟΠΕΔΑ. Αγοροπωλητής. Τηλ. 276-700. (1089, 378, 1231, 387)
classified-ad: ΣΠΙΤΙ διαμερίσματα. Τηλ. 224-193. (911, 520, 1030, 529)
classified-ad: ΚΑΤΑΣΤΗΜΑ πωλείται είς Τούμπα 250 χιλ. Τηλ. 222-565. (546, 524, 710, 541)
classified-ad: ΠΩΛΕΙΤΑΙ διαμέρισμα έπί τής Γρηγορίου, Άνθέων είς 6ον όροφον, δύο δωμάτια. Τηλ. 835-218. (902, 131, 1066, 156)
classified-ad: ΕΠΙΣΚΕΦΘΗΤΕ τό γραφείο μας γιά τήν αγορά σας. Τηλ. 810-004. (368, 496, 532, 513)
classified-ad: ΚΑΛΔΗΣ Πωλούνται άγροτεμάχια είς Λαγκαδά, Έπανομήν. Τηλ. 421-035. (546, 264, 710, 282)
classified-ad: ΧΑΡΙΛΑΟΥ ούλιερ λούξ μ2 θέα 85 μ2 καί 140 μ2. Τηλ. 810-004. (368, 228, 532, 246)
classified-ad: ΠΩΛΕΙΤΑΙ διαμέρισμα 3 ΔΣΤΚΑ πλησίον Θεσσαλονίκης. Τηλ. 835-100. (724, 496, 888, 513)
classified-ad: ΣΤΟ Πανόραμα πωλείται οικόπεδο 750 τ.μ. Τηλ. 919-900. (546, 716, 710, 733)
classified-ad: ΠΩΛΕΙΤΑΙ διαμέρισμα 2 ΔΣΤΚ μόνον 610 χιλιάδες. Έπί όδού Καλαμαριάς 3 ΡΣΤΚ λούξ, μόνον 480 χιλιάδες. Χασιώτης Δημήτριος Έγνατίας 112, τηλ. 225-592. (13, 775, 176, 809)
classified-ad: ΠΩΛΟΥΝΤΑΙ μαγαζιά κατάστημα. Τηλ. 653-964. (902, 332, 1066, 349)
classified-ad: ΠΩΛΕΙΤΑΙ οικόπεδο. Τηλ. 307-287. (911, 612, 1028, 621)
classified-ad: ΕΥΚΑΙΡΙΑ μόνον γιά τιμή 340 χιλ. Τηλ. 810-004. (368, 585, 532, 603)
classified-ad: ΣΥΝΕΤΑΙΡΙΣΜΟΣ διαμέρισμα 150 τ.μ. στήν Κ. Τούμπα. Τηλ. 228-684. (190, 814, 354, 831)
classified-ad: ΕΠΙ τής Στρ. Μαρτίου 28 μ2. Τηλ. 524-963. (911, 704, 1056, 713)
classified-ad: ΠΩΛΕΙΤΑΙ διαμέρισμα μ2 140, 3 δωμ., σαλ/ρία, 2 WC κλπ. Τηλ. 522-847. (13, 1300, 176, 1318)
classified-ad: ΔΙΑΜΕΡΙΣΜΑ. Ώραία πολυκατοικία 220 μ2 ετοιμον, τιμή λογική. Τηλ. 516-373. (13, 194, 176, 212)
classified-ad: ΥΠΟΓΕΙΟΝ 160 μ2 περίπου πλησίον πλατείας Ναυαρίνου, πωλείται. Τηλ. 516-373. (13, 404, 176, 421)
classified-ad: ΠΩΛΕΙΤΑΙ διαμέρισμα 2ος όροφος. Τηλ. 535-242. (902, 309, 1066, 326)
classified-ad: ΔΙΑΜΕΡΙΣΜΑ 105 μ2 περίπου, έτοιμο, 3 ΔΣΤΡΙΚ, πλησίον Καλαμαριάς 990.000. Τηλ. 516-373. (13, 239, 176, 265)
classified-ad: ΠΩΛΕΙΤΑΙ Μόθη 1 διαμέρισμα. Τηλ. 201-829. (911, 717, 1063, 726)
classified-ad: ΡΕΤΙΡΕ πωλείται πλησίον Αγ. Δημητρίου. Τηλ. 413-967. (902, 206, 1066, 224)
classified-ad: ΜΕΛΑ πωλείται. Τηλ. 371-354. (1089, 511, 1193, 520)
classified-ad: ΕΥΚΑΙΡΙΑ σπίτι 2 ΔΣΤΚ. Τηλ. 760-050. (911, 781, 1041, 790)
classified-ad: ΣΤΗ Σαΐζονα Χαλκιδικής. Τηλ. 522-790. (1089, 406, 1224, 415)
column-2 (191, 131, 360, 2147)
classified-ad: ΠΩΛΕΙΤΑΙ διαμ. 85 μ2 2ος όροφος, είς Νέα Κρήνη. Τηλ. 828-933. (190, 903, 354, 921)
classified-ad: ΠΩΛΕΙΤΑΙ κατάστημα. Τηλ. 201-829. (911, 732, 1035, 741)
classified-ad: ΚΑΛΔΗΣ Διαμερίσματα πολυτελή είς Καλαμαριά μέ θέα θαλάσσης. Τηλ. 421-035. (546, 175, 710, 193)
classified-ad: ΕΥΚΑΙΡΙΑ διαμέρισμα 65 μ2 380.000. Τηλ. 533-242. (902, 243, 1066, 260)
classified-ad: ΠΩΛΩ διαμέρισμα σε Καλαμαριά. Τηλ. 914-133. (724, 813, 888, 831)
classified-ad: ΝΙΚΟΛΑΪΔΗ αγροκτήματα 150 τ.μ. είς Άγίας Σοφίας, 480.000. Τηλ. 220-171. (190, 493, 354, 511)
classified-ad: ΠΩΛΕΙΤΑΙ οικόπεδο στήν Περαία. Τηλ. 527-738. (1080, 328, 1244, 346)
classified-ad: ΚΑΛΔΗΣ Πωλείται οικόπεδο Καλαμαριά. Τηλ. 421-035. (546, 243, 710, 260)
